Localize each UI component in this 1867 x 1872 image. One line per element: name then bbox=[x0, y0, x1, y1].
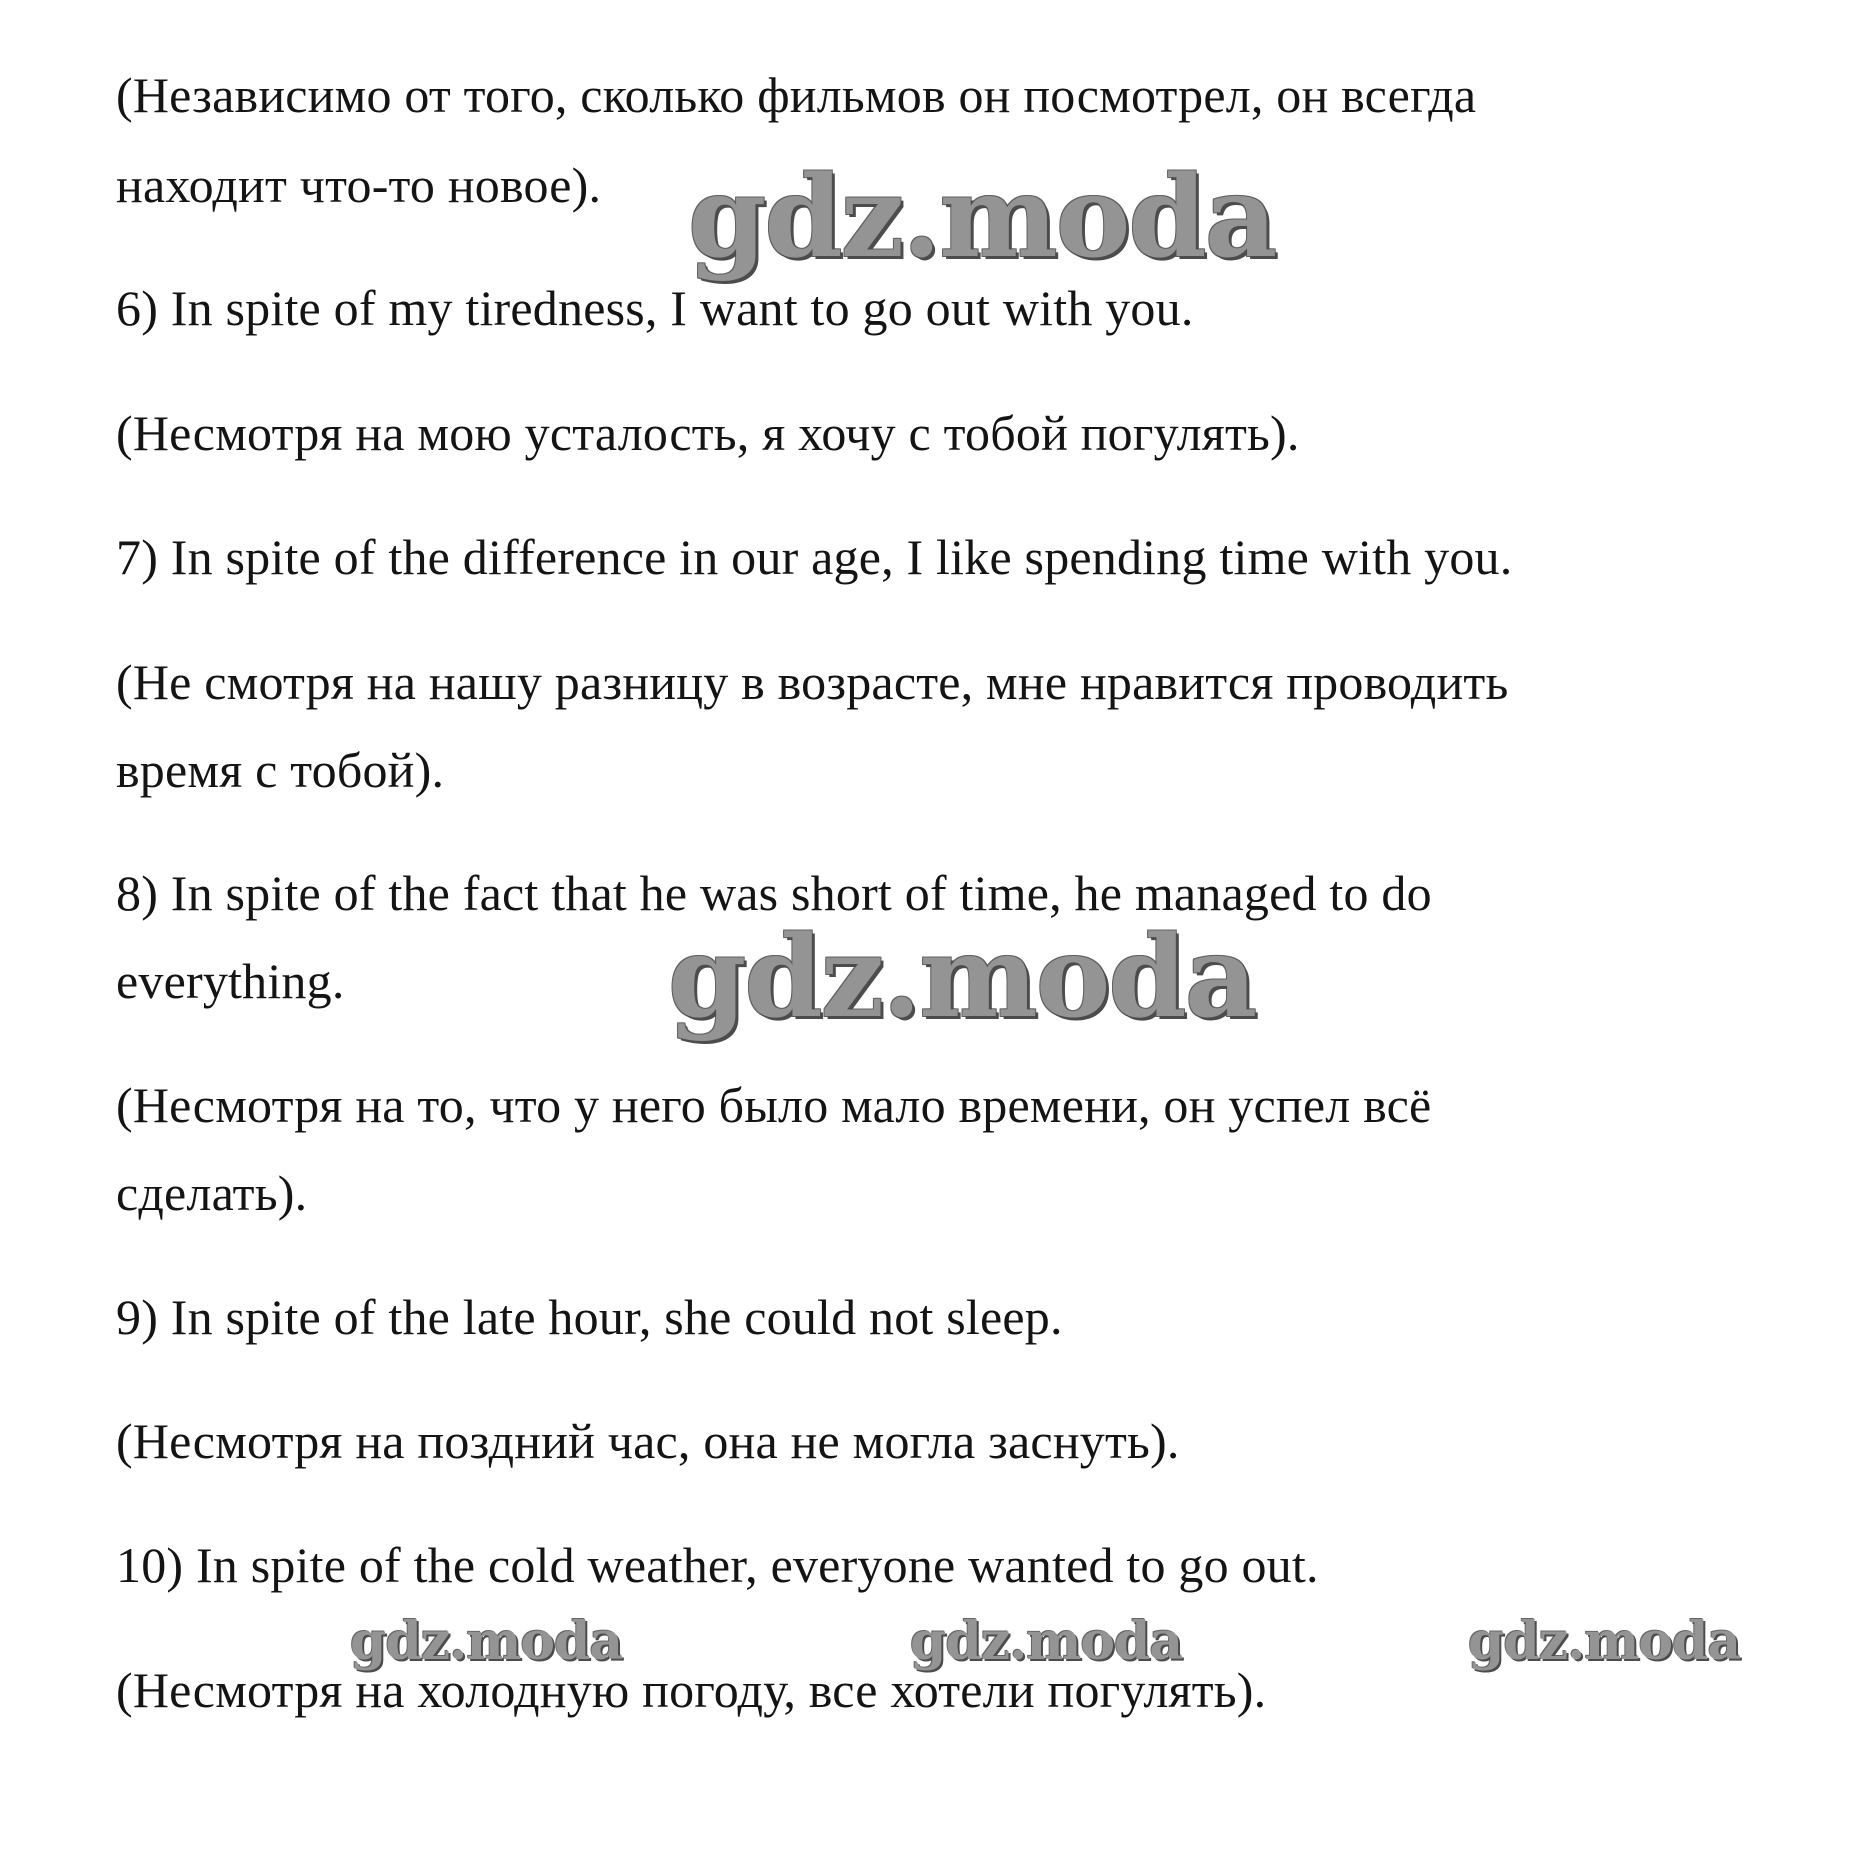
watermark-logo: gdz.moda bbox=[688, 152, 1276, 283]
sentence-9-english: 9) In spite of the late hour, she could not sleep. bbox=[116, 1289, 1063, 1345]
sentence-7-russian-line-1: (Не смотря на нашу разницу в возрасте, мне нравится проводить bbox=[116, 654, 1509, 710]
sentence-6-russian: (Несмотря на мою усталость, я хочу с тобой погулять). bbox=[116, 405, 1300, 461]
watermark-logo: gdz.moda bbox=[668, 912, 1256, 1043]
sentence-8-english-line-1: 8) In spite of the fact that he was short of time, he managed to do bbox=[116, 865, 1432, 921]
sentence-10-russian: (Несмотря на холодную погоду, все хотели погулять). bbox=[116, 1662, 1267, 1718]
sentence-7-english: 7) In spite of the difference in our age, I like spending time with you. bbox=[116, 529, 1513, 585]
sentence-7-russian-line-2: время с тобой). bbox=[116, 742, 445, 798]
sentence-8-russian-line-1: (Несмотря на то, что у него было мало времени, он успел всё bbox=[116, 1077, 1432, 1133]
watermark-logo: gdz.moda bbox=[910, 1611, 1183, 1672]
text-line-1: (Независимо от того, сколько фильмов он посмотрел, он всегда bbox=[116, 67, 1477, 123]
sentence-9-russian: (Несмотря на поздний час, она не могла заснуть). bbox=[116, 1413, 1180, 1469]
watermark-logo: gdz.moda bbox=[350, 1611, 623, 1672]
sentence-8-russian-line-2: сделать). bbox=[116, 1165, 308, 1221]
text-line-2: находит что-то новое). bbox=[116, 157, 602, 213]
sentence-10-english: 10) In spite of the cold weather, everyone wanted to go out. bbox=[116, 1537, 1319, 1593]
watermark-logo: gdz.moda bbox=[1468, 1611, 1741, 1672]
sentence-8-english-line-2: everything. bbox=[116, 953, 345, 1009]
sentence-6-english: 6) In spite of my tiredness, I want to go out with you. bbox=[116, 280, 1194, 336]
